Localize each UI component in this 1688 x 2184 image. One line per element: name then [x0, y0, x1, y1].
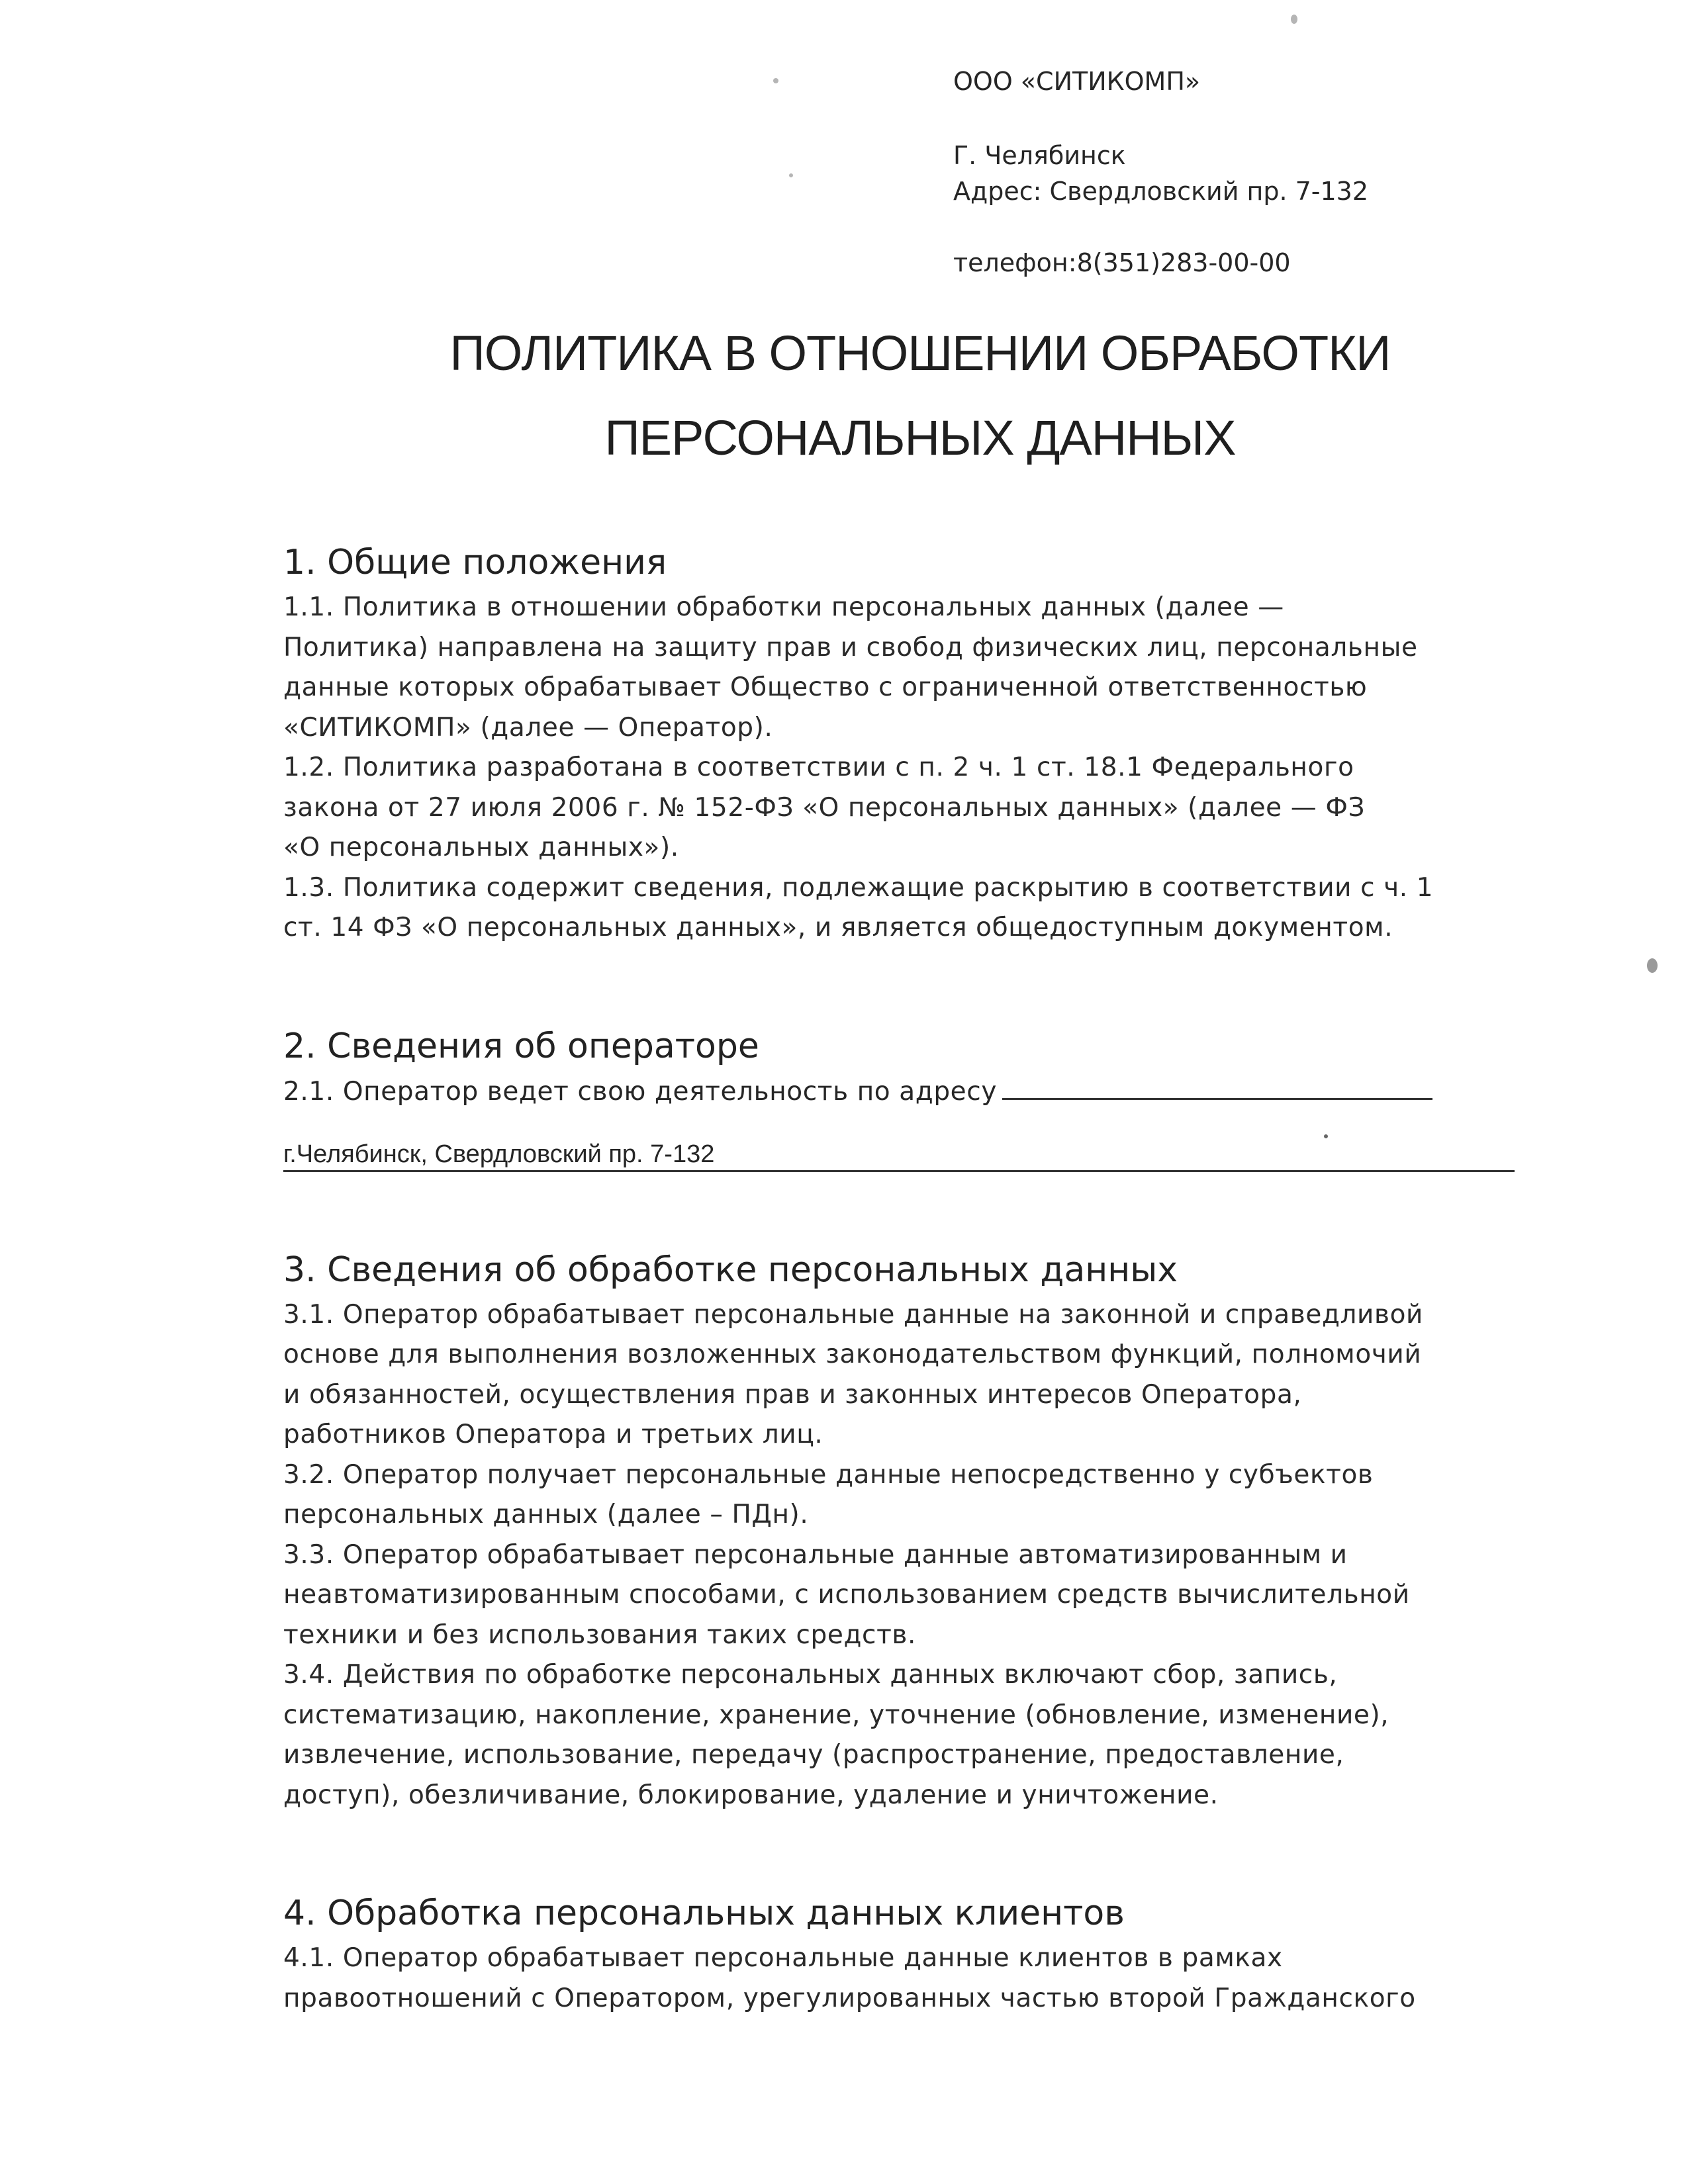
text-line: 3.3. Оператор обрабатывает персональные данные автоматизированным и — [283, 1539, 1348, 1570]
text-line: работников Оператора и третьих лиц. — [283, 1420, 823, 1449]
text-line: 1.3. Политика содержит сведения, подлежащие раскрытию в соответствии с ч. 1 — [283, 872, 1434, 903]
section-text — [283, 1295, 1581, 1816]
text-line: 3.2. Оператор получает персональные данные непосредственно у субъектов — [283, 1459, 1374, 1490]
filled-address: г.Челябинск, Свердловский пр. 7-132 — [283, 1138, 1515, 1172]
scan-speck — [1324, 1134, 1328, 1138]
company-address: Адрес: Свердловский пр. 7-132 — [953, 177, 1369, 206]
section-processing — [283, 1245, 1581, 1816]
text-line: 4.1. Оператор обрабатывает персональные данные клиентов в рамках — [283, 1943, 1283, 1973]
section-title: 3. Сведения об обработке персональных данных — [283, 1250, 1178, 1290]
scan-speck — [1647, 958, 1658, 973]
text-line: доступ), обезличивание, блокирование, удаление и уничтожение. — [283, 1780, 1219, 1810]
scan-speck — [773, 78, 778, 83]
document-title — [371, 311, 1470, 480]
text-line: основе для выполнения возложенных законодательством функций, полномочий — [283, 1340, 1422, 1369]
text-line: 1.1. Политика в отношении обработки персональных данных (далее — — [283, 592, 1284, 622]
document-body — [283, 537, 1581, 2091]
company-city: Г. Челябинск — [953, 141, 1126, 170]
company-header — [953, 64, 1368, 281]
text-line: и обязанностей, осуществления прав и законных интересов Оператора, — [283, 1379, 1302, 1410]
section-title: 4. Обработка персональных данных клиентов — [283, 1893, 1125, 1933]
text-line: 3.1. Оператор обрабатывает персональные данные на законной и справедливой — [283, 1299, 1423, 1330]
text-line: персональных данных (далее – ПДн). — [283, 1500, 809, 1529]
address-statement — [283, 1071, 1581, 1112]
text-line: правоотношений с Оператором, урегулированных частью второй Гражданского — [283, 1983, 1416, 2013]
section-text — [283, 588, 1581, 948]
company-name: ООО «СИТИКОМП» — [953, 67, 1201, 96]
text-line: данные которых обрабатывает Общество с ограниченной ответственностью — [283, 672, 1368, 702]
text-line: «О персональных данных»). — [283, 833, 679, 862]
address-blank-line — [1002, 1071, 1432, 1100]
text-line: ст. 14 ФЗ «О персональных данных», и является общедоступным документом. — [283, 913, 1393, 942]
section-operator — [283, 1021, 1581, 1172]
title-line-2: ПЕРСОНАЛЬНЫХ ДАННЫХ — [604, 410, 1236, 465]
text-line: техники и без использования таких средств. — [283, 1619, 917, 1650]
text-line: 3.4. Действия по обработке персональных данных включают сбор, запись, — [283, 1660, 1338, 1690]
section-text — [283, 1938, 1581, 2019]
company-phone: телефон:8(351)283-00-00 — [953, 248, 1291, 277]
text-line: Политика) направлена на защиту прав и свобод физических лиц, персональные — [283, 632, 1418, 662]
text-line: «СИТИКОМП» (далее — Оператор). — [283, 712, 773, 743]
scan-speck — [789, 173, 793, 177]
title-line-1: ПОЛИТИКА В ОТНОШЕНИИ ОБРАБОТКИ — [449, 326, 1391, 381]
text-line: систематизацию, накопление, хранение, уточнение (обновление, изменение), — [283, 1700, 1389, 1730]
text-line: 1.2. Политика разработана в соответствии с п. 2 ч. 1 ст. 18.1 Федерального — [283, 752, 1354, 782]
section-clients — [283, 1888, 1581, 2019]
section-general — [283, 537, 1581, 948]
section-title: 2. Сведения об операторе — [283, 1026, 759, 1066]
text-line: неавтоматизированным способами, с использованием средств вычислительной — [283, 1580, 1410, 1610]
text-line: извлечение, использование, передачу (распространение, предоставление, — [283, 1740, 1344, 1770]
scan-speck — [1291, 15, 1297, 24]
address-statement-text: 2.1. Оператор ведет свою деятельность по адресу — [283, 1076, 998, 1107]
text-line: закона от 27 июля 2006 г. № 152-ФЗ «О персональных данных» (далее — ФЗ — [283, 792, 1366, 823]
section-title: 1. Общие положения — [283, 543, 667, 582]
